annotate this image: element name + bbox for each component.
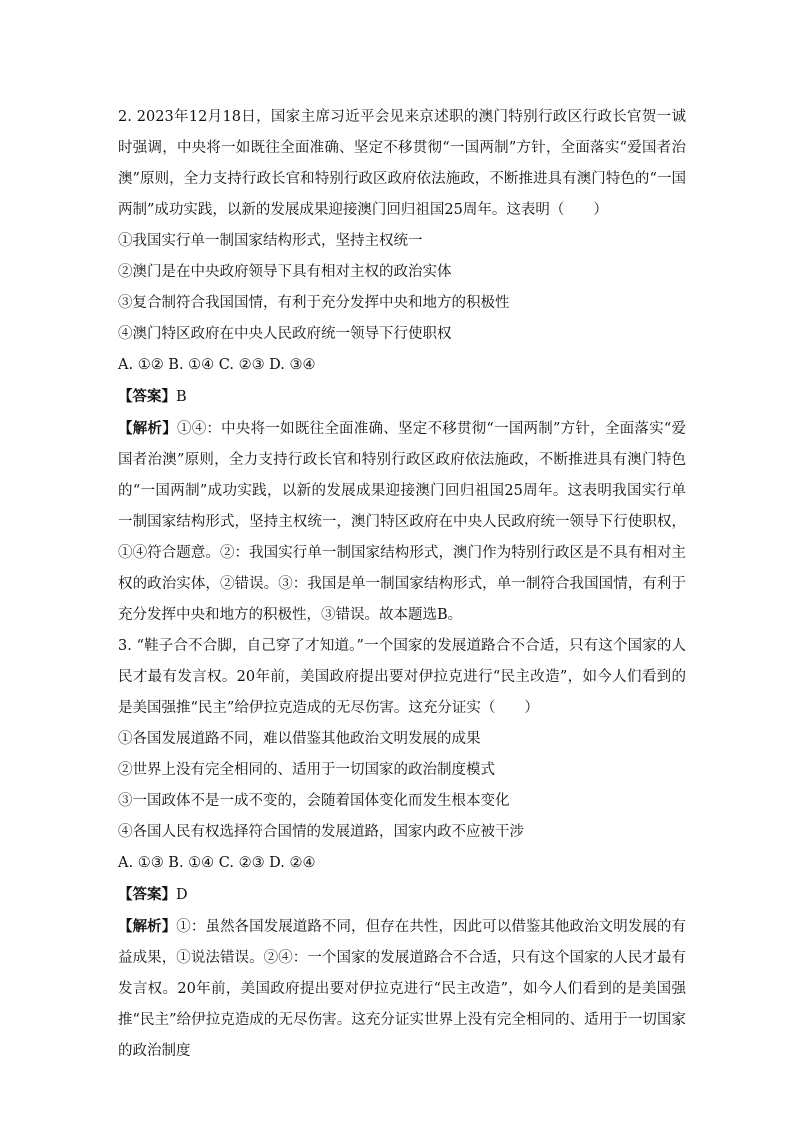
answer-value: B bbox=[176, 389, 187, 405]
question-2-option-4: ④澳门特区政府在中央人民政府统一领导下行使职权 bbox=[118, 326, 452, 342]
question-3-stem: 3. “鞋子合不合脚，自己穿了才知道。”一个国家的发展道路合不合适，只有这个国家的人民才最有发言权。20年前，美国政府提出要对伊拉克进行“民主改造”，如今人们看到的是美国强推“民主”给伊拉克造成的无尽伤害。这充分证实（ ） bbox=[118, 638, 686, 716]
question-2-option-2: ②澳门是在中央政府领导下具有相对主权的政治实体 bbox=[118, 264, 452, 280]
question-2-answer bbox=[118, 381, 686, 413]
question-3-option-2: ②世界上没有完全相同的、适用于一切国家的政治制度模式 bbox=[118, 762, 495, 778]
question-3-analysis bbox=[118, 911, 686, 1067]
question-2-choices: A. ①② B. ①④ C. ②③ D. ③④ bbox=[118, 357, 316, 373]
question-2-analysis bbox=[118, 413, 686, 631]
question-3-answer bbox=[118, 879, 686, 911]
question-2-stem: 2. 2023年12月18日，国家主席习近平会见来京述职的澳门特别行政区行政长官贺一诚时强调，中央将一如既往全面准确、坚定不移贯彻“一国两制”方针，全面落实“爱国者治澳”原则，全力支持行政长官和特别行政区政府依法施政，不断推进具有澳门特色的“一国两制”成功实践，以新的发展成果迎接澳门回归祖国25周年。这表明（ ） bbox=[118, 109, 686, 218]
analysis-text: ①④：中央将一如既往全面准确、坚定不移贯彻“一国两制”方针，全面落实“爱国者治澳”原则，全力支持行政长官和特别行政区政府依法施政，不断推进具有澳门特色的“一国两制”成功实践，以新的发展成果迎接澳门回归祖国25周年。这表明我国实行单一制国家结构形式，坚持主权统一，澳门特区政府在中央人民政府统一领导下行使职权，①④符合题意。②：我国实行单一制国家结构形式，澳门作为特别行政区是不具有相对主权的政治实体，②错误。③：我国是单一制国家结构形式，单一制符合我国国情，有利于充分发挥中央和地方的积极性，③错误。故本题选B。 bbox=[118, 421, 686, 623]
answer-label: 【答案】 bbox=[118, 388, 176, 405]
question-2-option-1: ①我国实行单一制国家结构形式，坚持主权统一 bbox=[118, 233, 423, 249]
question-3-option-4: ④各国人民有权选择符合国情的发展道路，国家内政不应被干涉 bbox=[118, 824, 524, 840]
analysis-text: ①：虽然各国发展道路不同，但存在共性，因此可以借鉴其他政治文明发展的有益成果，①说法错误。②④：一个国家的发展道路合不合适，只有这个国家的人民才最有发言权。20年前，美国政府提出要对伊拉克进行“民主改造”，如今人们看到的是美国强推“民主”给伊拉克造成的无尽伤害。这充分证实世界上没有完全相同的、适用于一切国家的政治制度 bbox=[118, 919, 686, 1059]
question-2-option-3: ③复合制符合我国国情，有利于充分发挥中央和地方的积极性 bbox=[118, 295, 510, 311]
question-3-option-1: ①各国发展道路不同，难以借鉴其他政治文明发展的成果 bbox=[118, 731, 481, 747]
question-3-option-3: ③一国政体不是一成不变的，会随着国体变化而发生根本变化 bbox=[118, 793, 510, 809]
analysis-label: 【解析】 bbox=[118, 918, 177, 935]
document-page bbox=[118, 102, 686, 1067]
analysis-label: 【解析】 bbox=[118, 420, 177, 437]
question-3-choices: A. ①③ B. ①④ C. ②③ D. ②④ bbox=[118, 855, 316, 871]
answer-label: 【答案】 bbox=[118, 886, 176, 903]
answer-value: D bbox=[176, 887, 188, 903]
